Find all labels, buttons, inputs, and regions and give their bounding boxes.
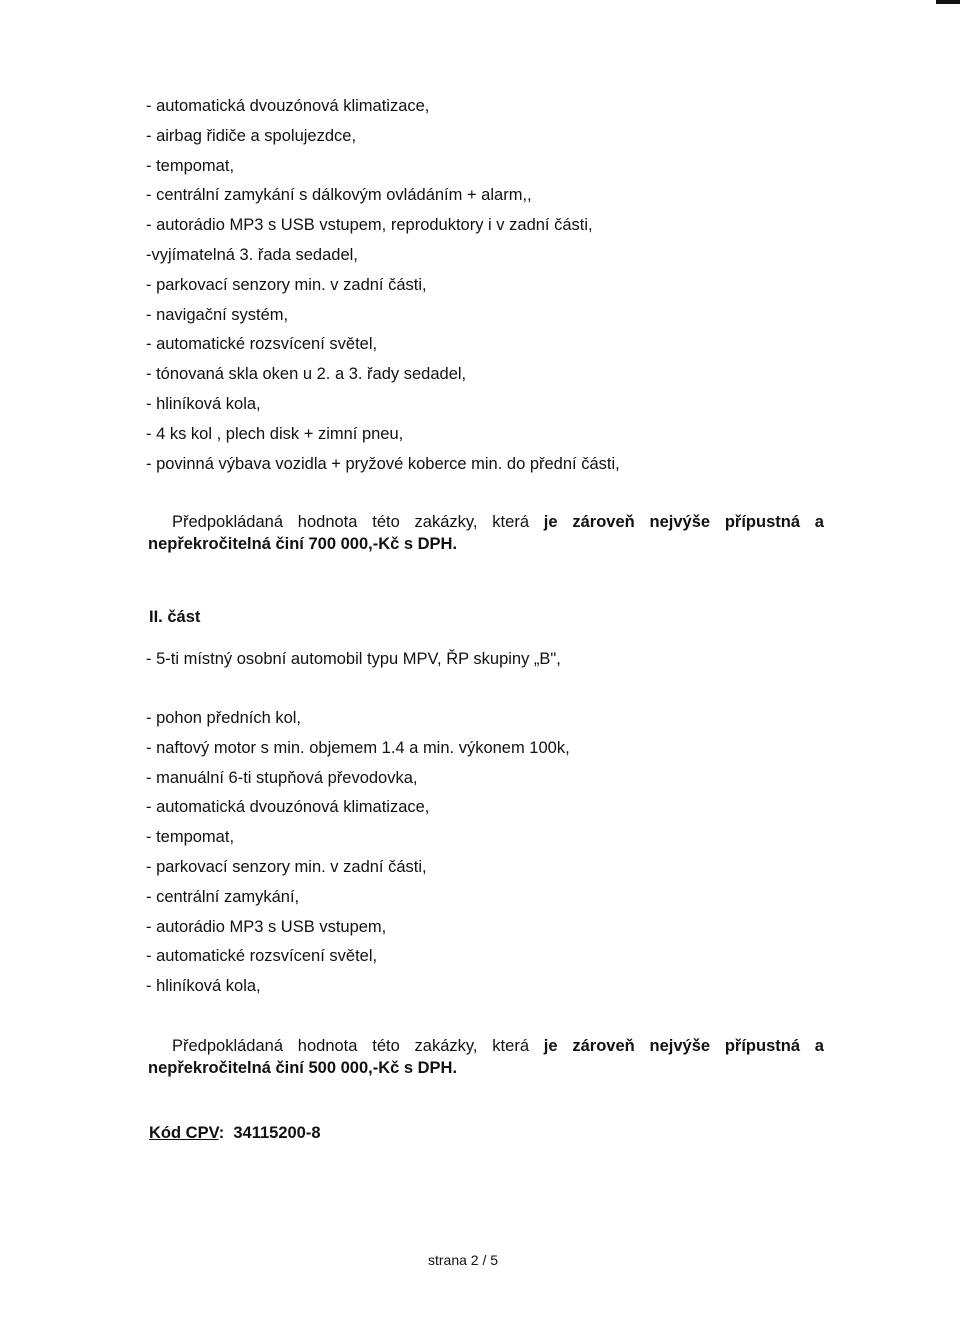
list-item: - tónovaná skla oken u 2. a 3. řady sedadel,	[146, 365, 467, 384]
list-item: - tempomat,	[146, 828, 235, 847]
list-item: - automatické rozsvícení světel,	[146, 947, 378, 966]
list-item: - centrální zamykání s dálkovým ovládáním + alarm,,	[146, 186, 532, 205]
part2-equipment-list	[146, 704, 570, 1002]
list-item: - tempomat,	[146, 156, 235, 175]
list-item: - autorádio MP3 s USB vstupem,	[146, 917, 387, 936]
list-item: - parkovací senzory min. v zadní části,	[146, 857, 427, 876]
price-emphasis: je zároveň nejvýše přípustná a	[543, 513, 824, 531]
scan-corner-mark	[936, 0, 960, 4]
price-emphasis: je zároveň nejvýše přípustná a	[543, 1037, 824, 1055]
list-item: - airbag řidiče a spolujezdce,	[146, 126, 357, 145]
price-text: Předpokládaná hodnota této zakázky, která	[172, 513, 544, 531]
part1-equipment-list	[146, 92, 620, 479]
list-item: - hliníková kola,	[146, 394, 261, 413]
list-item: -vyjímatelná 3. řada sedadel,	[146, 245, 358, 264]
list-item: - hliníková kola,	[146, 977, 261, 996]
price-text: Předpokládaná hodnota této zakázky, která	[172, 1037, 544, 1055]
price-line-1	[148, 1035, 824, 1057]
list-item: - povinná výbava vozidla + pryžové koberce min. do přední části,	[146, 454, 620, 473]
list-item: - navigační systém,	[146, 305, 289, 324]
cpv-label: Kód CPV	[149, 1124, 219, 1142]
price-line-1	[148, 511, 824, 533]
cpv-code-line	[149, 1124, 321, 1143]
list-item: - pohon předních kol,	[146, 709, 302, 727]
page-number: strana 2 / 5	[428, 1252, 499, 1268]
price-line-2: nepřekročitelná činí 500 000,-Kč s DPH.	[148, 1059, 458, 1077]
part1-price-paragraph	[148, 511, 824, 555]
list-item: - manuální 6-ti stupňová převodovka,	[146, 768, 418, 787]
list-item: - centrální zamykání,	[146, 887, 300, 906]
list-item: - naftový motor s min. objemem 1.4 a min. výkonem 100k,	[146, 738, 570, 757]
price-line-2: nepřekročitelná činí 700 000,-Kč s DPH.	[148, 535, 458, 553]
list-item: - 4 ks kol , plech disk + zimní pneu,	[146, 424, 404, 443]
list-item: - autorádio MP3 s USB vstupem, reproduktory i v zadní části,	[146, 216, 593, 235]
list-item: - automatická dvouzónová klimatizace,	[146, 97, 430, 115]
cpv-code: 34115200-8	[233, 1124, 321, 1142]
section-heading: II. část	[149, 608, 201, 626]
cpv-separator: :	[218, 1124, 225, 1142]
list-item: - automatická dvouzónová klimatizace,	[146, 798, 430, 817]
part2-price-paragraph	[148, 1035, 824, 1079]
list-item: - parkovací senzory min. v zadní části,	[146, 275, 427, 294]
list-item: - automatické rozsvícení světel,	[146, 335, 378, 354]
vehicle-description: - 5-ti místný osobní automobil typu MPV, ŘP skupiny „B",	[146, 650, 561, 668]
